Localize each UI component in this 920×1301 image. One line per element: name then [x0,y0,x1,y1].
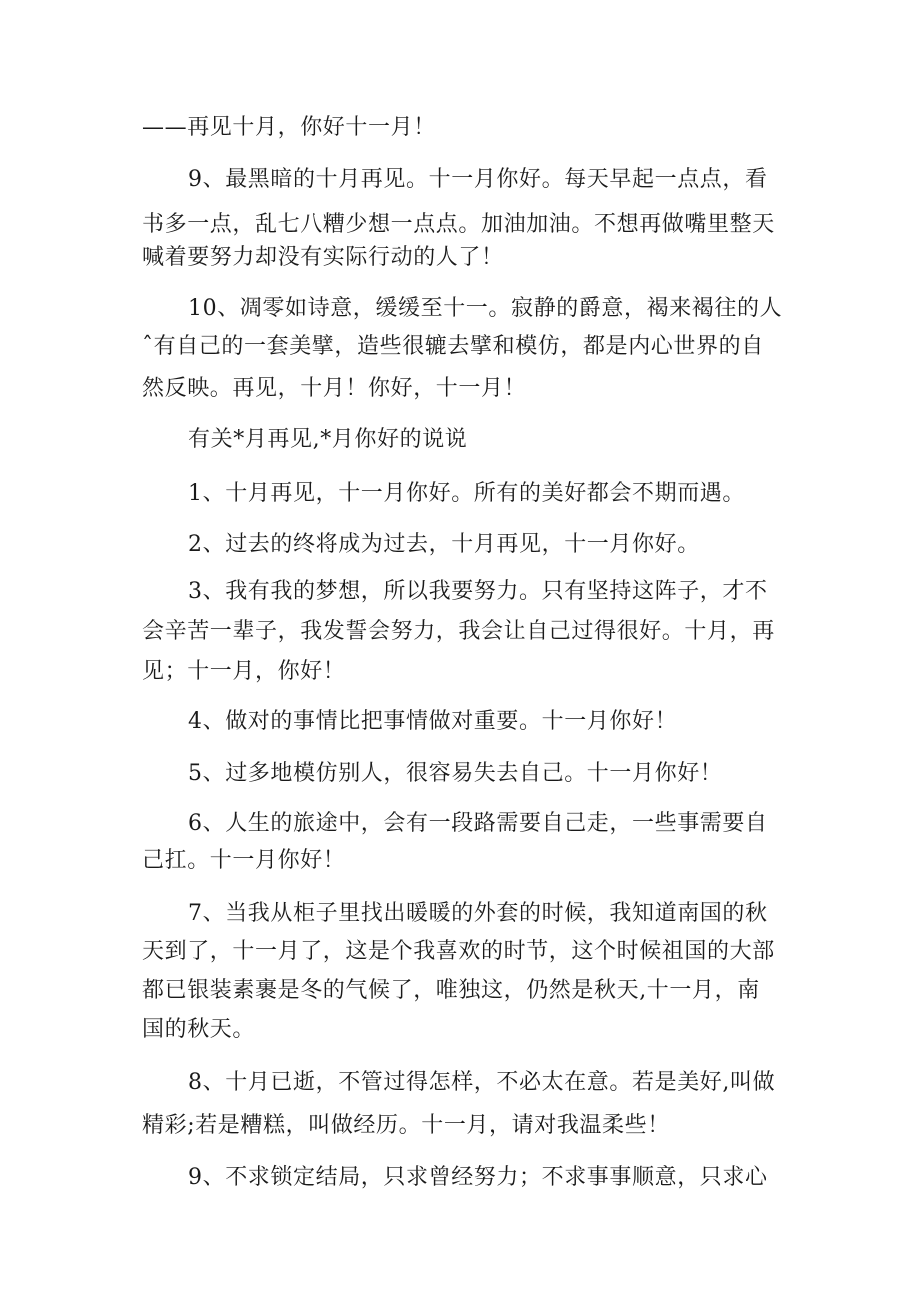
text-line: 4、做对的事情比把事情做对重要。十一月你好！ [188,709,678,734]
text-line: 8、十月已逝，不管过得怎样，不必太在意。若是美好,叫做 [188,1070,776,1095]
text-line: 精彩;若是糟糕，叫做经历。十一月，请对我温柔些！ [142,1113,670,1138]
text-line: 喊着要努力却没有实际行动的人了！ [142,245,504,270]
text-line: 6、人生的旅途中，会有一段路需要自己走，一些事需要自 [188,811,768,836]
text-line: 1、十月再见，十一月你好。所有的美好都会不期而遇。 [188,481,745,506]
text-line: 7、当我从柜子里找出暖暖的外套的时候，我知道南国的秋 [188,901,768,926]
text-line: 会辛苦一辈子，我发誓会努力，我会让自己过得很好。十月，再 [142,619,775,644]
text-line: 都已银装素裹是冬的气候了，唯独这，仍然是秋天,十一月，南 [142,978,760,1003]
text-line: 9、不求锁定结局，只求曾经努力；不求事事顺意，只求心 [188,1165,768,1190]
text-line: 然反映。再见，十月！你好，十一月！ [142,376,527,401]
text-line: ——再见十月，你好十一月！ [142,115,436,140]
text-line: 己扛。十一月你好！ [142,848,346,873]
section-heading: 有关*月再见,*月你好的说说 [188,427,468,452]
text-line: ˆ有自己的一套美擘，造些很辘去擘和模仿，都是内心世界的自 [142,334,764,359]
text-line: 国的秋天。 [142,1017,256,1042]
text-line: 天到了，十一月了，这是个我喜欢的时节，这个时候祖国的大部 [142,939,775,964]
text-line: 9、最黑暗的十月再见。十一月你好。每天早起一点点，看 [188,167,768,192]
text-line: 见；十一月，你好！ [142,659,346,684]
text-line: 2、过去的终将成为过去，十月再见，十一月你好。 [188,532,700,557]
text-line: 书多一点，乱七八糟少想一点点。加油加油。不想再做嘴里整天 [142,212,775,237]
text-line: 5、过多地模仿别人，很容易失去自己。十一月你好！ [188,761,723,786]
text-line: 10、凋零如诗意，缓缓至十一。寂静的爵意，褐来褐往的人 [188,296,783,321]
text-line: 3、我有我的梦想，所以我要努力。只有坚持这阵子，才不 [188,579,768,604]
